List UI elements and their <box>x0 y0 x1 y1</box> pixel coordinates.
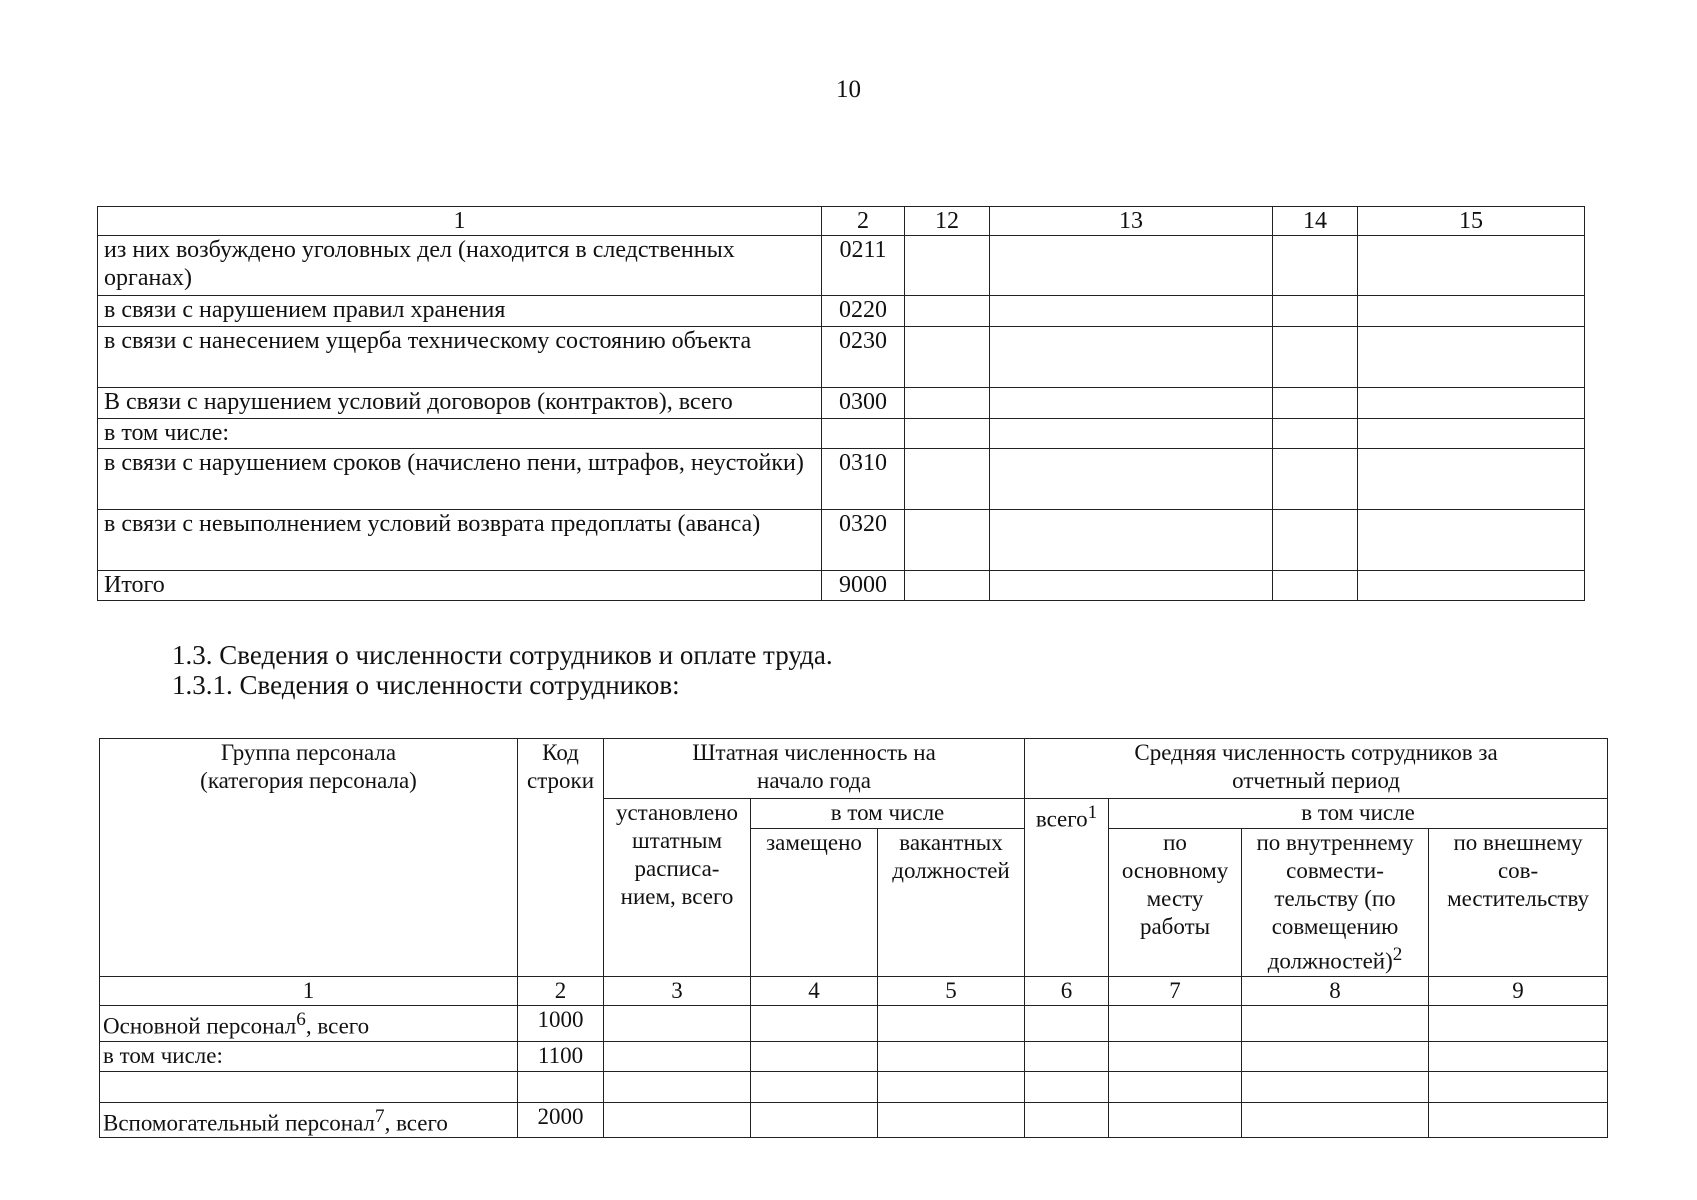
table-row <box>98 388 1585 419</box>
violations-table <box>97 206 1585 601</box>
row-code: 0220 <box>822 296 905 327</box>
col-header: 2 <box>822 207 905 236</box>
col-header: 12 <box>905 207 990 236</box>
section-heading: 1.3. Сведения о численности сотрудников и оплате труда. <box>172 640 833 670</box>
code-header: Код строки <box>518 739 604 977</box>
row-label: из них возбуждено уголовных дел (находится в следственных органах) <box>98 236 822 296</box>
col-number: 6 <box>1025 977 1109 1006</box>
table-row <box>98 571 1585 601</box>
table-row <box>100 1071 1608 1102</box>
table-row <box>98 419 1585 449</box>
row-label: Итого <box>98 571 822 601</box>
row-label: в том числе: <box>100 1041 518 1071</box>
col-header: 13 <box>990 207 1273 236</box>
row-code: 0320 <box>822 510 905 571</box>
row-label <box>100 1071 518 1102</box>
main-place-header: по основному месту работы <box>1109 829 1242 977</box>
incl-header: в том числе <box>1109 799 1608 829</box>
external-header: по внешнему сов- местительству <box>1429 829 1608 977</box>
row-label: в связи с нарушением сроков (начислено пени, штрафов, неустойки) <box>98 449 822 510</box>
col-number: 2 <box>518 977 604 1006</box>
table-header-row <box>98 207 1585 236</box>
row-label: в связи с нарушением правил хранения <box>98 296 822 327</box>
col-header: 1 <box>98 207 822 236</box>
col-number: 3 <box>604 977 751 1006</box>
col-number: 4 <box>751 977 878 1006</box>
table-row <box>98 510 1585 571</box>
established-header: установлено штатным расписа- нием, всего <box>604 799 751 977</box>
table-row <box>100 1102 1608 1138</box>
staff-count-table <box>99 738 1608 1138</box>
col-number: 1 <box>100 977 518 1006</box>
row-label: Вспомогательный персонал$^7$, всего <box>100 1102 518 1138</box>
footnote-ref: 1 <box>1087 802 1098 823</box>
table-row <box>98 449 1585 510</box>
column-number-row <box>100 977 1608 1006</box>
row-code: 0300 <box>822 388 905 419</box>
row-code <box>518 1071 604 1102</box>
row-code: 9000 <box>822 571 905 601</box>
col-header: 14 <box>1273 207 1358 236</box>
group-header: Группа персонала (категория персонала) <box>100 739 518 977</box>
incl-header: в том числе <box>751 799 1025 829</box>
row-label: в том числе: <box>98 419 822 449</box>
row-code: 1000 <box>518 1006 604 1042</box>
table-row <box>98 327 1585 388</box>
col-number: 8 <box>1242 977 1429 1006</box>
row-label: в связи с невыполнением условий возврата предоплаты (аванса) <box>98 510 822 571</box>
table-row <box>98 236 1585 296</box>
row-code: 1100 <box>518 1041 604 1071</box>
table-row <box>100 1041 1608 1071</box>
row-code: 2000 <box>518 1102 604 1138</box>
row-code: 0211 <box>822 236 905 296</box>
table-row <box>100 1006 1608 1042</box>
row-code: 0310 <box>822 449 905 510</box>
row-code <box>822 419 905 449</box>
subsection-heading: 1.3.1. Сведения о численности сотрудников: <box>172 670 680 700</box>
row-label: В связи с нарушением условий договоров (контрактов), всего <box>98 388 822 419</box>
vacant-header: вакантных должностей <box>878 829 1025 977</box>
col-number: 9 <box>1429 977 1608 1006</box>
table-row <box>98 296 1585 327</box>
footnote-ref: 6 <box>296 1009 306 1030</box>
footnote-ref: 2 <box>1392 944 1403 965</box>
internal-header: по внутреннему совмести- тельству (по совмещению должностей)$^2$ <box>1242 829 1429 977</box>
row-label: Основной персонал$^6$, всего <box>100 1006 518 1042</box>
total-header: всего$^1$ <box>1025 799 1109 977</box>
row-code: 0230 <box>822 327 905 388</box>
col-number: 5 <box>878 977 1025 1006</box>
avg-period-header: Средняя численность сотрудников за отчетный период <box>1025 739 1608 799</box>
page-number: 10 <box>836 76 861 103</box>
row-label: в связи с нанесением ущерба техническому состоянию объекта <box>98 327 822 388</box>
staff-start-header: Штатная численность на начало года <box>604 739 1025 799</box>
col-header: 15 <box>1358 207 1585 236</box>
col-number: 7 <box>1109 977 1242 1006</box>
footnote-ref: 7 <box>375 1105 385 1127</box>
filled-header: замещено <box>751 829 878 977</box>
